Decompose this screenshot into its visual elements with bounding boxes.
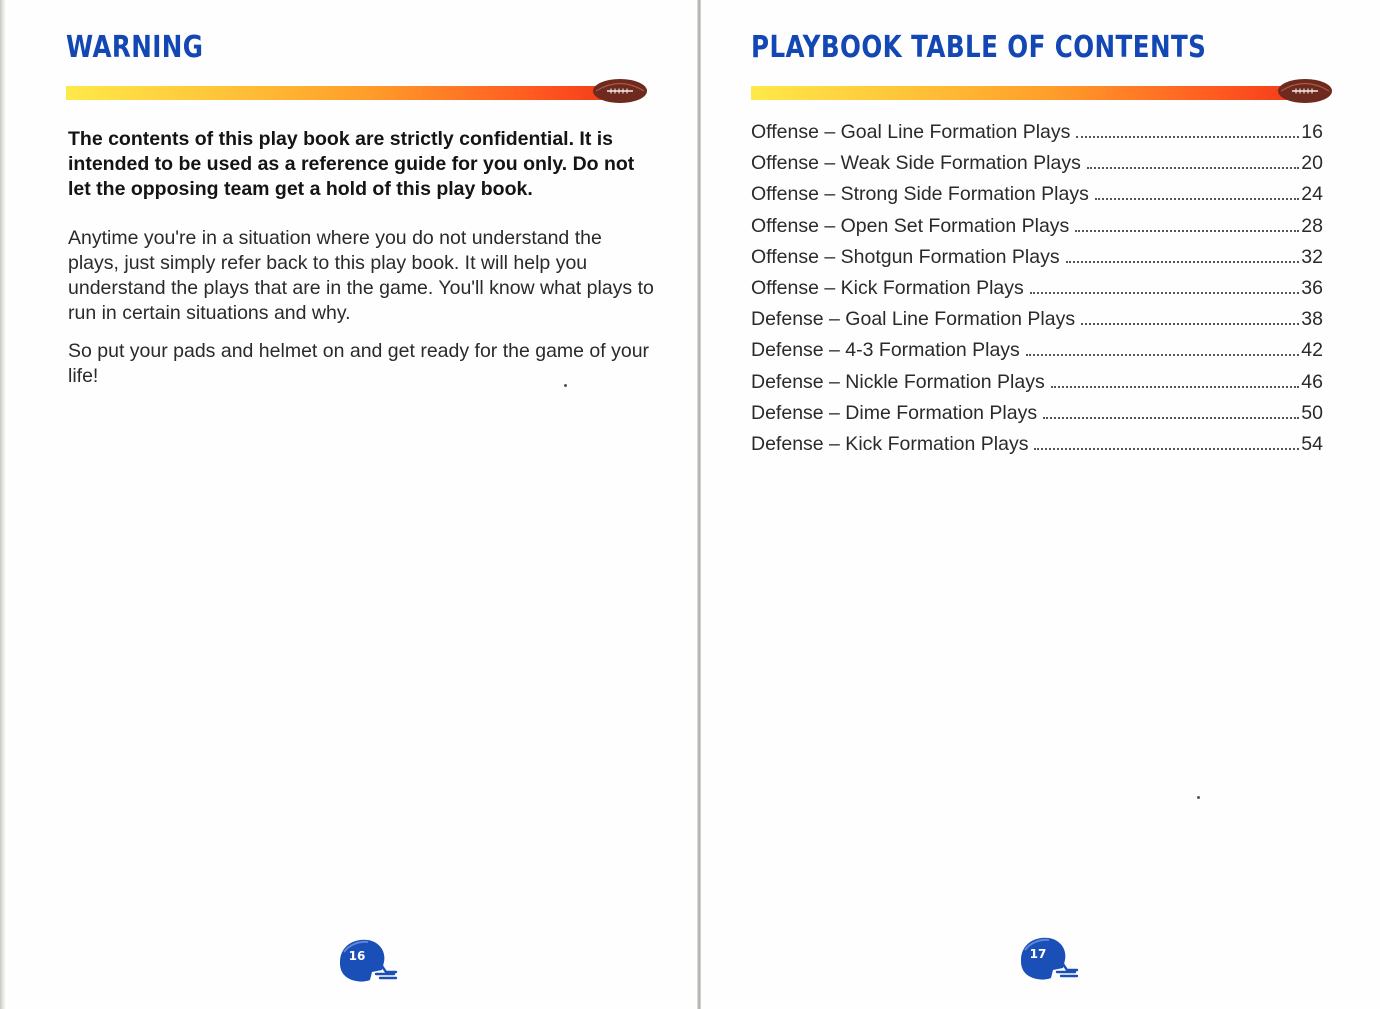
heading-rule [751, 84, 1335, 98]
intro-paragraph: Anytime you're in a situation where you do not understand the plays, just simply refer back to this play book. It will help you understand the plays that are in the game. You'll know what plays to run in certain situations and why. [68, 227, 654, 324]
dot-leader [1030, 292, 1299, 294]
toc-heading: PLAYBOOK TABLE OF CONTENTS [751, 30, 1207, 65]
toc-title: Defense – Nickle Formation Plays [751, 370, 1045, 393]
heading-rule [66, 84, 650, 98]
toc-page: 54 [1301, 432, 1323, 455]
toc-page: 28 [1301, 214, 1323, 237]
toc-title: Defense – Goal Line Formation Plays [751, 308, 1076, 331]
toc-page: 38 [1301, 308, 1323, 331]
warning-heading: WARNING [66, 30, 204, 65]
toc-title: Defense – Kick Formation Plays [751, 432, 1029, 455]
toc-entry [751, 402, 1323, 433]
dot-leader [1081, 323, 1299, 325]
toc-entry [751, 246, 1323, 277]
closing-paragraph: So put your pads and helmet on and get ready for the game of your life! [68, 340, 650, 387]
toc-title: Offense – Goal Line Formation Plays [751, 121, 1071, 143]
toc-title: Offense – Kick Formation Plays [751, 276, 1024, 299]
toc-title: Offense – Open Set Formation Plays [751, 214, 1070, 237]
toc-entry [751, 308, 1323, 339]
print-speck [1197, 796, 1200, 799]
page-edge-shadow [0, 0, 6, 1009]
page-number-badge [336, 936, 400, 986]
toc-page: 32 [1301, 245, 1323, 268]
toc-page: 42 [1301, 339, 1323, 362]
toc-page: 36 [1301, 276, 1323, 299]
toc-title: Offense – Strong Side Formation Plays [751, 183, 1089, 206]
dot-leader [1076, 136, 1299, 138]
gradient-bar [66, 86, 614, 100]
toc-entry [751, 121, 1323, 152]
print-speck [564, 384, 567, 387]
dot-leader [1087, 167, 1299, 169]
dot-leader [1075, 230, 1299, 232]
football-icon [1277, 78, 1333, 104]
toc-page: 24 [1301, 183, 1323, 206]
toc-entry [751, 433, 1323, 464]
confidential-notice: The contents of this play book are strictly confidential. It is intended to be used as a reference guide for you only. Do not let the opposing team get a hold of this play book. [68, 128, 635, 200]
toc-entry [751, 152, 1323, 183]
toc-page: 16 [1301, 121, 1323, 143]
dot-leader [1034, 448, 1299, 450]
toc-entry [751, 277, 1323, 308]
dot-leader [1051, 386, 1299, 388]
page-number: 17 [1029, 947, 1047, 961]
toc-entry [751, 339, 1323, 370]
page-number: 16 [348, 949, 366, 963]
toc-title: Offense – Shotgun Formation Plays [751, 245, 1060, 268]
toc-entry [751, 215, 1323, 246]
toc-entry [751, 371, 1323, 402]
dot-leader [1026, 354, 1299, 356]
toc-page: 20 [1301, 152, 1323, 175]
gradient-bar [751, 86, 1299, 100]
toc-page: 46 [1301, 370, 1323, 393]
table-of-contents [751, 121, 1323, 464]
dot-leader [1043, 417, 1299, 419]
toc-page: 50 [1301, 401, 1323, 424]
football-icon [592, 78, 648, 104]
page-number-badge [1017, 934, 1081, 984]
toc-title: Defense – Dime Formation Plays [751, 401, 1038, 424]
dot-leader [1095, 198, 1299, 200]
dot-leader [1066, 261, 1299, 263]
toc-title: Defense – 4-3 Formation Plays [751, 339, 1020, 362]
toc-entry [751, 183, 1323, 214]
toc-title: Offense – Weak Side Formation Plays [751, 152, 1081, 175]
